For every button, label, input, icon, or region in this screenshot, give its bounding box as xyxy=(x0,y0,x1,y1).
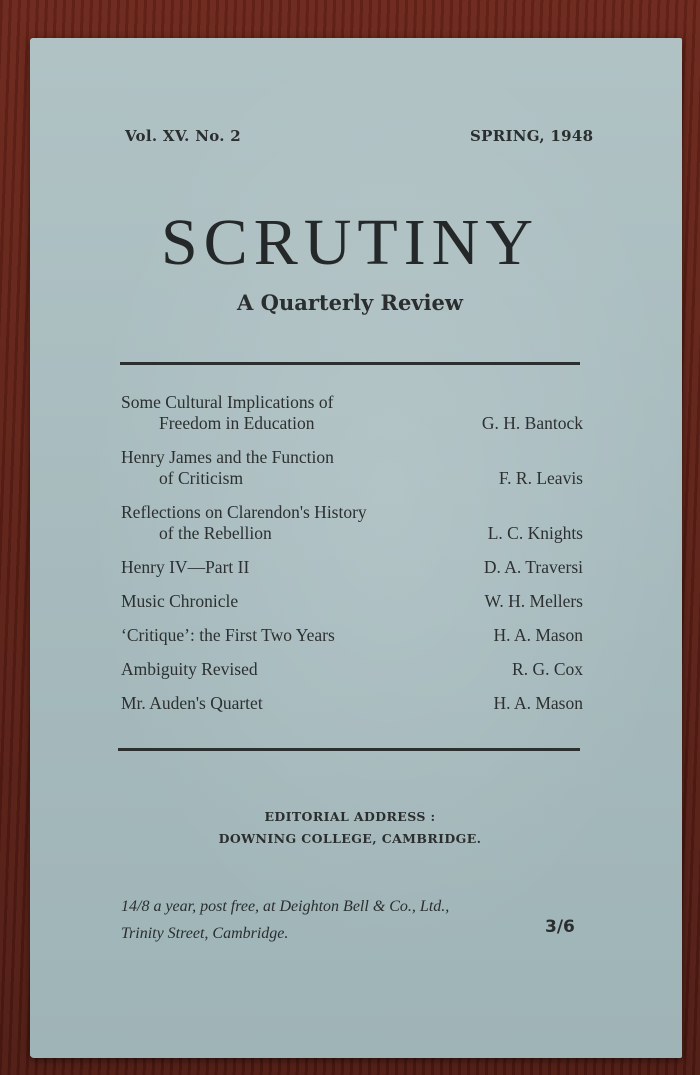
article-title: Henry IV—Part II xyxy=(121,557,250,577)
contents-entry xyxy=(121,693,583,714)
editorial-heading: EDITORIAL ADDRESS : xyxy=(264,809,436,824)
article-author: H. A. Mason xyxy=(493,693,583,713)
subscription-line-2: Trinity Street, Cambridge. xyxy=(121,925,289,942)
article-author: W. H. Mellers xyxy=(484,591,583,611)
magazine-title: SCRUTINY xyxy=(160,206,540,279)
contents-entry xyxy=(121,447,583,489)
editorial-address-line: DOWNING COLLEGE, CAMBRIDGE. xyxy=(218,831,482,846)
article-author: R. G. Cox xyxy=(512,659,583,679)
contents-entry xyxy=(121,659,583,680)
subscription-info xyxy=(121,893,449,947)
issue-season: SPRING, 1948 xyxy=(470,127,594,145)
contents-entry xyxy=(121,392,583,434)
article-title: Some Cultural Implications of xyxy=(121,392,334,412)
volume-number: Vol. XV. No. 2 xyxy=(125,127,242,145)
contents-entry xyxy=(121,557,583,578)
contents-entry xyxy=(121,502,583,544)
article-author: H. A. Mason xyxy=(493,625,583,645)
article-title: ‘Critique’: the First Two Years xyxy=(121,625,335,645)
article-title: Freedom in Education xyxy=(159,413,315,433)
article-title: Henry James and the Function xyxy=(121,447,334,467)
contents-entry xyxy=(121,591,583,612)
article-author: D. A. Traversi xyxy=(483,557,583,577)
cover-price: 3/6 xyxy=(545,917,575,937)
magazine-subtitle: A Quarterly Review xyxy=(237,290,463,315)
subscription-line-1: 14/8 a year, post free, at Deighton Bell & Co., Ltd., xyxy=(121,898,450,915)
article-author: G. H. Bantock xyxy=(481,413,583,433)
top-rule xyxy=(120,362,580,365)
article-title: Ambiguity Revised xyxy=(121,659,258,679)
bottom-rule xyxy=(118,748,580,751)
editorial-address xyxy=(120,806,580,850)
article-author: F. R. Leavis xyxy=(498,468,583,488)
article-title: Music Chronicle xyxy=(121,591,239,611)
article-author: L. C. Knights xyxy=(487,523,583,543)
article-title: of the Rebellion xyxy=(159,523,272,543)
article-title: of Criticism xyxy=(159,468,244,488)
contents-entry xyxy=(121,625,583,646)
article-title: Reflections on Clarendon's History xyxy=(121,502,367,522)
article-title: Mr. Auden's Quartet xyxy=(121,693,263,713)
table-of-contents xyxy=(121,392,583,727)
